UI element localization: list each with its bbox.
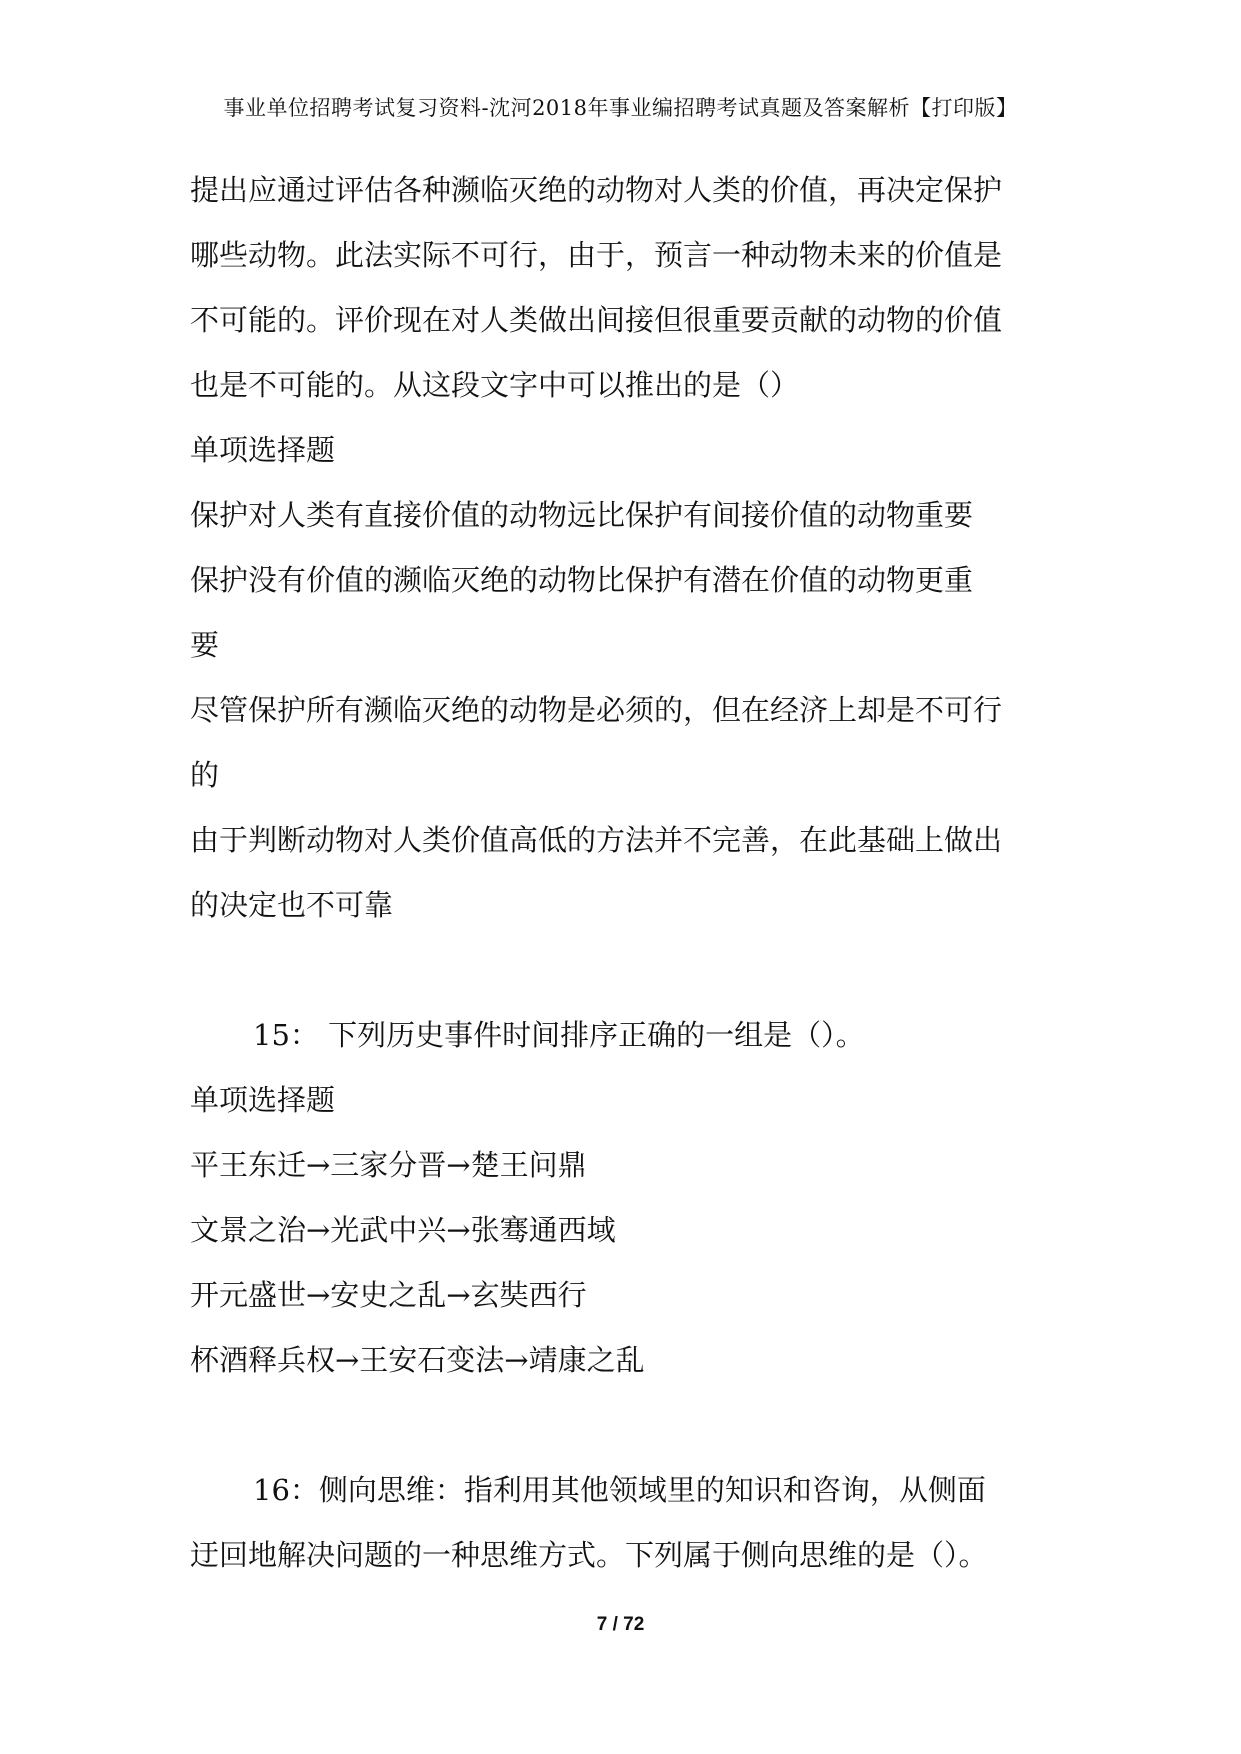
option-d: 杯酒释兵权→王安石变法→靖康之乱 — [190, 1343, 645, 1377]
question-14 — [190, 158, 1065, 938]
option-c: 尽管保护所有濒临灭绝的动物是必须的，但在经济上却是不可行 — [190, 693, 1003, 727]
question-stem-line: 迂回地解决问题的一种思维方式。下列属于侧向思维的是（）。 — [190, 1538, 988, 1572]
question-type-label: 单项选择题 — [190, 433, 336, 467]
option-c-continued: 的 — [190, 758, 220, 792]
question-stem: 15： 下列历史事件时间排序正确的一组是（）。 — [253, 1018, 865, 1052]
question-16 — [190, 1458, 1065, 1588]
question-stem-line: 不可能的。评价现在对人类做出间接但很重要贡献的动物的价值 — [190, 303, 1003, 337]
page-number: 7 / 72 — [596, 1614, 645, 1635]
page-header: 事业单位招聘考试复习资料-沈河2018年事业编招聘考试真题及答案解析【打印版】 — [223, 96, 1018, 120]
option-c: 开元盛世→安史之乱→玄奘西行 — [190, 1278, 587, 1312]
question-stem-line: 16：侧向思维：指利用其他领域里的知识和咨询，从侧面 — [253, 1473, 986, 1507]
question-stem-line: 也是不可能的。从这段文字中可以推出的是（） — [190, 368, 800, 402]
option-a: 平王东迁→三家分晋→楚王问鼎 — [190, 1148, 587, 1182]
question-stem-line: 提出应通过评估各种濒临灭绝的动物对人类的价值，再决定保护 — [190, 173, 1003, 207]
question-stem-line: 哪些动物。此法实际不可行，由于，预言一种动物未来的价值是 — [190, 238, 1003, 272]
option-d: 由于判断动物对人类价值高低的方法并不完善，在此基础上做出 — [190, 823, 1003, 857]
option-b: 文景之治→光武中兴→张骞通西域 — [190, 1213, 616, 1247]
spacer — [190, 1393, 1065, 1458]
option-d-continued: 的决定也不可靠 — [190, 888, 394, 922]
question-15 — [190, 1003, 1065, 1393]
spacer — [190, 938, 1065, 1003]
page-content — [190, 158, 1065, 1588]
question-type-label: 单项选择题 — [190, 1083, 336, 1117]
option-a: 保护对人类有直接价值的动物远比保护有间接价值的动物重要 — [190, 498, 974, 532]
option-b-continued: 要 — [190, 628, 220, 662]
option-b: 保护没有价值的濒临灭绝的动物比保护有潜在价值的动物更重 — [190, 563, 974, 597]
